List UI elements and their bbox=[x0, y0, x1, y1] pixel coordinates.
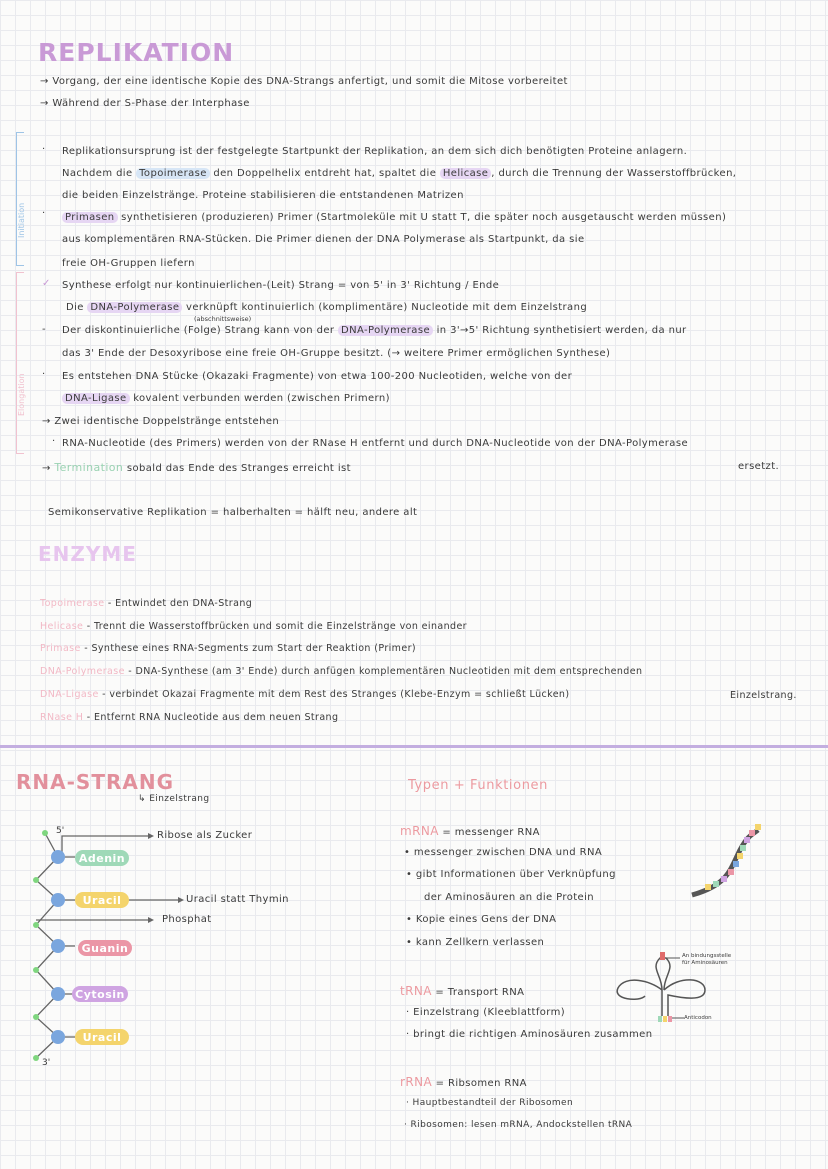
enzyme-item: Helicase - Trennt die Wasserstoffbrücken und somit die Einzelstränge von einander bbox=[40, 621, 467, 632]
topoimerase-highlight: Topoimerase bbox=[136, 168, 210, 179]
trna-anbind-label: An bindungsstelle für Aminosäuren bbox=[682, 953, 732, 966]
phosphate-dot bbox=[33, 1014, 39, 1020]
elongation-line-2: Die DNA-Polymerase verknüpft kontinuierlich (komplimentäre) Nucleotide mit dem Einzelstrang bbox=[66, 302, 588, 313]
phosphat-label: Phosphat bbox=[162, 914, 212, 925]
termination-label: Termination bbox=[54, 461, 124, 474]
einzelstrang-note: Einzelstrang. bbox=[730, 690, 797, 701]
initiation-p1-line2: Nachdem die Topoimerase den Doppelhelix entdreht hat, spaltet die Helicase , durch die Trennung der Wasserstoffbrücken, bbox=[62, 168, 737, 179]
mrna-item: • Kopie eines Gens der DNA bbox=[406, 914, 557, 925]
base-pill-cytosin: Cytosin bbox=[72, 986, 128, 1002]
ribose-circle bbox=[51, 850, 65, 864]
dna-polymerase-highlight-2: DNA-Polymerase bbox=[338, 325, 433, 336]
initiation-p2-line2: aus komplementären RNA-Stücken. Die Primer dienen der DNA Polymerase als Startpunkt, da sie bbox=[62, 234, 585, 245]
arrow-head bbox=[148, 833, 154, 839]
helicase-highlight: Helicase bbox=[440, 168, 491, 179]
enzyme-item: Topoimerase - Entwindet den DNA-Strang bbox=[40, 598, 253, 609]
elongation-label: Elongation bbox=[17, 373, 26, 416]
bullet: · bbox=[42, 369, 46, 380]
mrna-heading: mRNA = messenger RNA bbox=[400, 824, 540, 838]
enzyme-item: DNA-Polymerase - DNA-Synthese (am 3' Ende) durch anfügen komplementären Nucleotiden mit dem entsprechenden bbox=[40, 666, 643, 677]
elongation-line-8: RNA-Nucleotide (des Primers) werden von der RNase H entfernt und durch DNA-Nucleotide von der DNA-Polymerase bbox=[62, 438, 688, 449]
dna-polymerase-highlight: DNA-Polymerase bbox=[87, 302, 182, 313]
phosphate-dot bbox=[33, 877, 39, 883]
five-prime-label: 5' bbox=[56, 826, 65, 836]
elongation-line-7: → Zwei identische Doppelstränge entstehen bbox=[42, 416, 280, 427]
trna-item: · bringt die richtigen Aminosäuren zusammen bbox=[406, 1029, 653, 1040]
rna-title: RNA-STRANG bbox=[16, 770, 174, 794]
page-title: REPLIKATION bbox=[38, 38, 235, 67]
mrna-item: • gibt Informationen über Verknüpfung bbox=[406, 869, 616, 880]
ribose-circle bbox=[51, 987, 65, 1001]
phosphate-dot bbox=[33, 1055, 39, 1061]
initiation-p1-line1: Replikationsursprung ist der festgelegte Startpunkt der Replikation, an dem sich dich benötigten Proteine anlagern. bbox=[62, 146, 688, 157]
rrna-item: · Hauptbestandteil der Ribosomen bbox=[406, 1098, 574, 1108]
phosphate-dot bbox=[33, 967, 39, 973]
anticodon-base bbox=[663, 1016, 667, 1022]
arrow-head bbox=[148, 917, 154, 923]
bullet: - bbox=[42, 324, 47, 335]
bullet: · bbox=[42, 208, 46, 219]
elongation-line-4: das 3' Ende der Desoxyribose eine freie OH-Gruppe besitzt. (→ weitere Primer ermöglichen Synthese) bbox=[62, 348, 611, 359]
elongation-line-9: → Termination sobald das Ende des Stranges erreicht ist bbox=[42, 461, 351, 474]
elongation-line-5: Es entstehen DNA Stücke (Okazaki Fragmente) von etwa 100-200 Nucleotiden, welche von der bbox=[62, 371, 573, 382]
uracil-note: Uracil statt Thymin bbox=[186, 894, 289, 905]
arrow-head bbox=[178, 897, 184, 903]
rrna-heading: rRNA = Ribsomen RNA bbox=[400, 1075, 527, 1089]
mrna-item: • messenger zwischen DNA und RNA bbox=[404, 847, 603, 858]
abschnitt-note: (abschnittsweise) bbox=[194, 315, 252, 323]
intro-line-2: → Während der S-Phase der Interphase bbox=[40, 98, 250, 109]
anticodon-base bbox=[668, 1016, 672, 1022]
check-icon: ✓ bbox=[42, 278, 51, 289]
semikonservativ-note: Semikonservative Replikation = halberhalten = hälft neu, andere alt bbox=[48, 507, 418, 518]
dna-ligase-highlight: DNA-Ligase bbox=[62, 393, 130, 404]
base-pill-guanin: Guanin bbox=[78, 940, 132, 956]
initiation-p1-line3: die beiden Einzelstränge. Proteine stabilisieren die entstandenen Matrizen bbox=[62, 190, 464, 201]
elongation-line-1: Synthese erfolgt nur kontinuierlichen-(Leit) Strang = von 5' in 3' Richtung / Ende bbox=[62, 280, 500, 291]
bullet: · bbox=[52, 436, 56, 447]
initiation-p2-line1: Primasen synthetisieren (produzieren) Primer (Startmoleküle mit U statt T, die später noch ausgetauscht werden müssen) bbox=[62, 212, 726, 223]
intro-line-1: → Vorgang, der eine identische Kopie des DNA-Strangs anfertigt, und somit die Mitose vorbereitet bbox=[40, 76, 568, 87]
phosphate-dot bbox=[33, 922, 39, 928]
ersetzt-note: ersetzt. bbox=[738, 461, 780, 472]
primasen-highlight: Primasen bbox=[62, 212, 118, 223]
base-pill-adenin: Adenin bbox=[75, 850, 129, 866]
elongation-line-6: DNA-Ligase kovalent verbunden werden (zwischen Primern) bbox=[62, 393, 390, 404]
base-pill-uracil: Uracil bbox=[75, 1029, 129, 1045]
enzyme-title: ENZYME bbox=[38, 542, 137, 566]
elongation-line-3: Der diskontinuierliche (Folge) Strang kann von der DNA-Polymerase in 3'→5' Richtung synthetisiert werden, da nur bbox=[62, 325, 687, 336]
amino-site bbox=[660, 952, 665, 960]
ribose-label: Ribose als Zucker bbox=[157, 830, 253, 841]
initiation-p2-line3: freie OH-Gruppen liefern bbox=[62, 258, 195, 269]
einzelstrang-label: ↳ Einzelstrang bbox=[138, 794, 210, 804]
mrna-item: • kann Zellkern verlassen bbox=[406, 937, 545, 948]
phosphate-dot bbox=[42, 830, 48, 836]
typen-title: Typen + Funktionen bbox=[408, 778, 548, 793]
three-prime-label: 3' bbox=[42, 1058, 51, 1068]
ribose-circle bbox=[51, 939, 65, 953]
mrna-item: der Aminosäuren an die Protein bbox=[424, 892, 594, 903]
initiation-label: Initiation bbox=[17, 202, 26, 238]
trna-anticodon-label: Anticodon bbox=[684, 1015, 712, 1021]
base-pill-uracil: Uracil bbox=[75, 892, 129, 908]
anticodon-base bbox=[658, 1016, 662, 1022]
bullet: · bbox=[42, 144, 46, 155]
trna-item: · Einzelstrang (Kleeblattform) bbox=[406, 1007, 566, 1018]
enzyme-item: Primase - Synthese eines RNA-Segments zum Start der Reaktion (Primer) bbox=[40, 643, 416, 654]
ribose-circle bbox=[51, 893, 65, 907]
trna-heading: tRNA = Transport RNA bbox=[400, 984, 525, 998]
enzyme-item: DNA-Ligase - verbindet Okazai Fragmente mit dem Rest des Stranges (Klebe-Enzym = schließt Lücken) bbox=[40, 689, 570, 700]
ribose-circle bbox=[51, 1030, 65, 1044]
mrna-bases bbox=[705, 824, 761, 890]
enzyme-item: RNase H - Entfernt RNA Nucleotide aus dem neuen Strang bbox=[40, 712, 339, 723]
rrna-item: · Ribosomen: lesen mRNA, Andockstellen tRNA bbox=[404, 1120, 633, 1130]
